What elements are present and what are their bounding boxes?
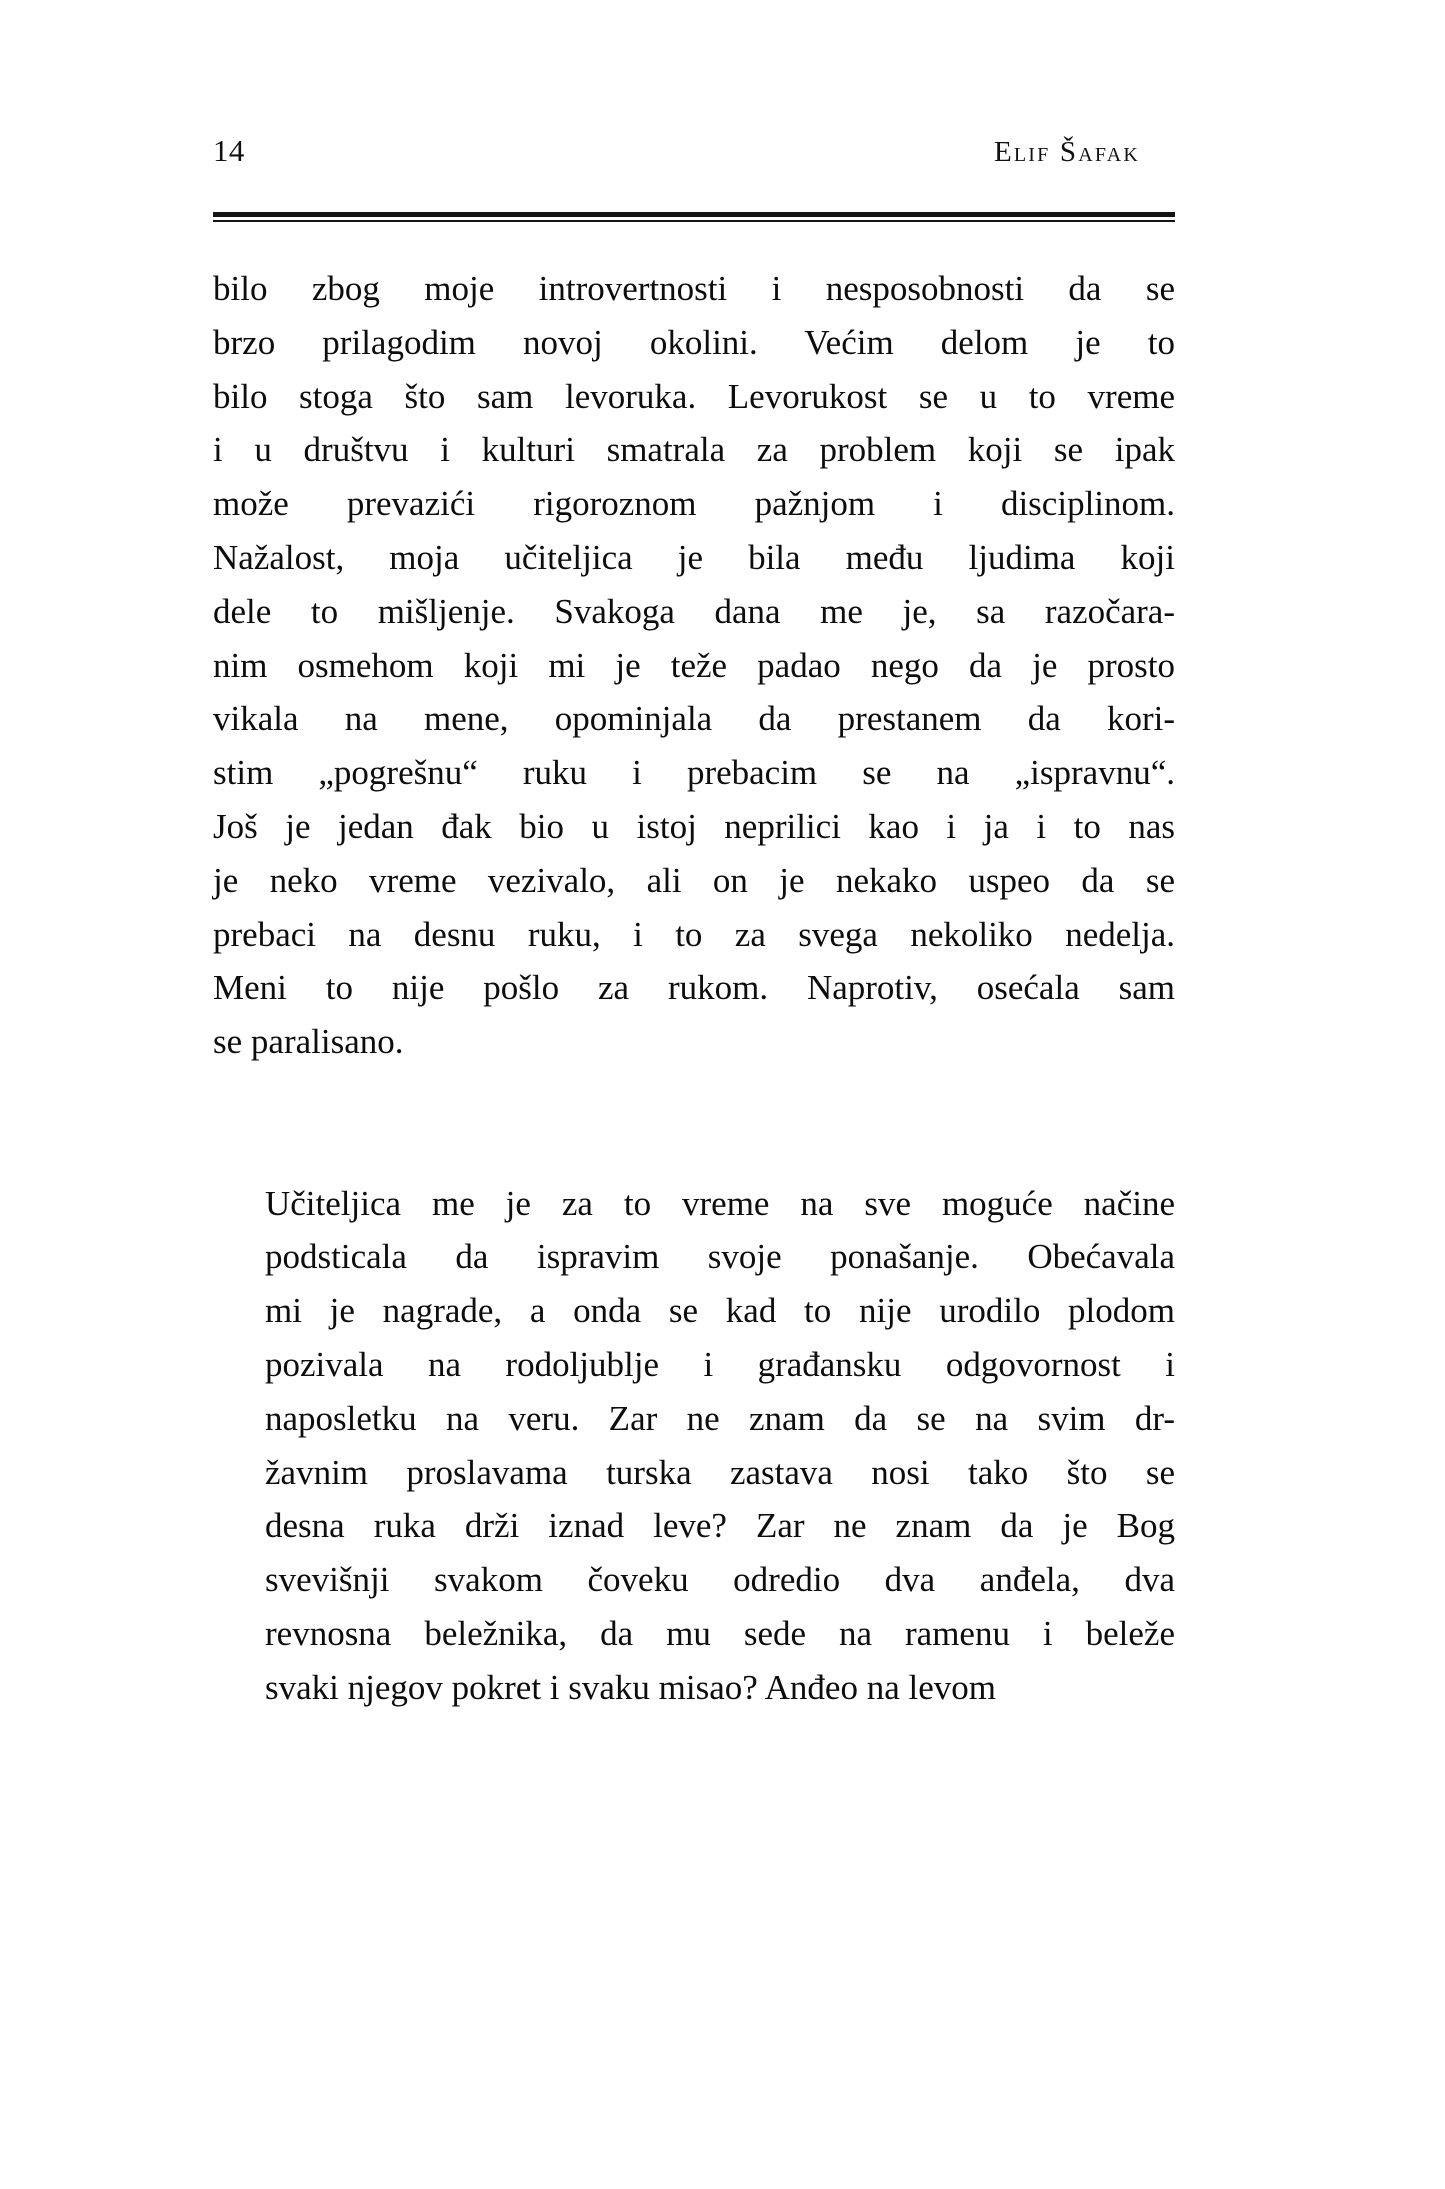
- text-line: Još je jedan đak bio u istoj neprilici kao i ja i to nas: [213, 806, 1175, 846]
- page-header-area: [213, 0, 1175, 205]
- text-line: nim osmehom koji mi je teže padao nego da je prosto: [213, 645, 1175, 685]
- text-line: mi je nagrade, a onda se kad to nije urodilo plodom: [265, 1291, 1175, 1331]
- text-line: svaki njegov pokret i svaku misao? Anđeo na levom: [265, 1667, 996, 1707]
- text-line: vikala na mene, opominjala da prestanem da kori-: [213, 699, 1175, 739]
- text-line: bilo zbog moje introvertnosti i nesposobnosti da se: [213, 269, 1175, 308]
- text-line: naposletku na veru. Zar ne znam da se na svim dr-: [265, 1398, 1175, 1438]
- text-line: podsticala da ispravim svoje ponašanje. Obećavala: [265, 1237, 1175, 1277]
- text-line: Nažalost, moja učiteljica je bila među ljudima koji: [213, 537, 1175, 577]
- text-line: brzo prilagodim novoj okolini. Većim delom je to: [213, 322, 1175, 362]
- text-line: desna ruka drži iznad leve? Zar ne znam da je Bog: [265, 1506, 1175, 1546]
- text-line: bilo stoga što sam levoruka. Levorukost se u to vreme: [213, 376, 1175, 416]
- text-line: revnosna beležnika, da mu sede na ramenu i beleže: [265, 1613, 1175, 1653]
- text-line: pozivala na rodoljublje i građansku odgovornost i: [265, 1344, 1175, 1384]
- running-head: [213, 135, 1175, 205]
- page-number: 14: [213, 133, 245, 168]
- body-text: [213, 262, 1175, 1768]
- header-double-rule: [213, 212, 1175, 222]
- text-line: žavnim proslavama turska zastava nosi tako što se: [265, 1452, 1175, 1492]
- text-line: može prevazići rigoroznom pažnjom i disciplinom.: [213, 484, 1175, 524]
- text-line: je neko vreme vezivalo, ali on je nekako uspeo da se: [213, 860, 1175, 900]
- text-line: se paralisano.: [213, 1022, 404, 1062]
- text-line: dele to mišljenje. Svakoga dana me je, sa razočara-: [213, 591, 1175, 631]
- text-line: Učiteljica me je za to vreme na sve moguće načine: [265, 1183, 1175, 1223]
- text-line: stim „pogrešnu“ ruku i prebacim se na „ispravnu“.: [213, 753, 1175, 793]
- text-line: i u društvu i kulturi smatrala za problem koji se ipak: [213, 430, 1175, 470]
- rule-thin: [213, 220, 1175, 222]
- paragraph: [213, 1177, 1175, 1769]
- text-line: prebaci na desnu ruku, i to za svega nekoliko nedelja.: [213, 914, 1175, 954]
- text-line: svevišnji svakom čoveku odredio dva anđela, dva: [265, 1560, 1175, 1600]
- paragraph: [213, 262, 1175, 1123]
- running-head-author: Elif Šafak: [993, 136, 1140, 168]
- text-line: Meni to nije pošlo za rukom. Naprotiv, osećala sam: [213, 968, 1175, 1008]
